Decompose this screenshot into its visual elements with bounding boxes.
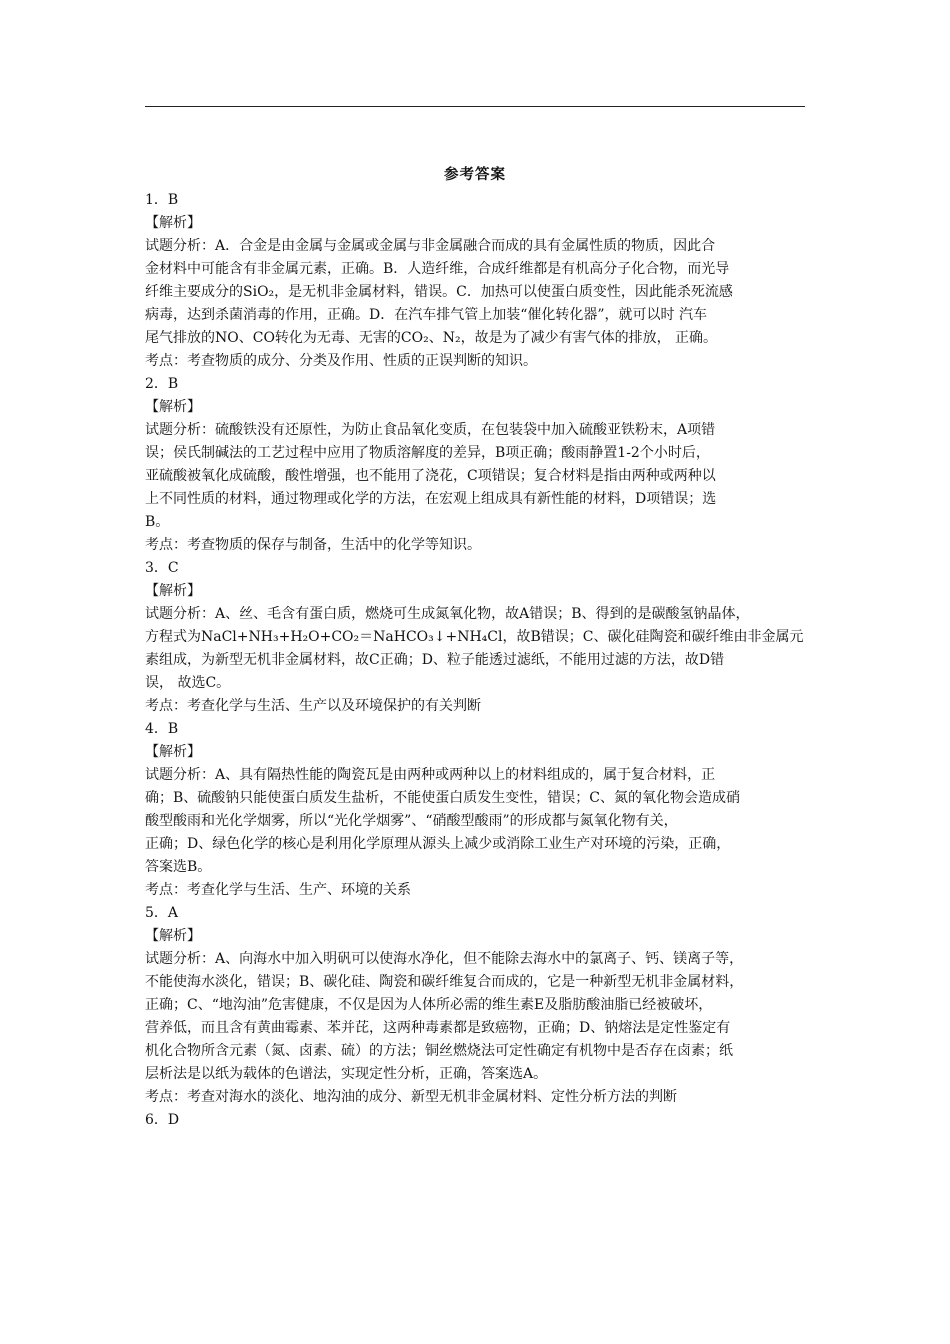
analysis-heading: 【解析】 xyxy=(145,215,201,231)
analysis-line: 试题分析：A．合金是由金属与金属或金属与非金属融合而成的具有金属性质的物质，因此合 xyxy=(145,238,716,254)
analysis-line: B。 xyxy=(145,514,170,530)
answer-number: 2．B xyxy=(145,376,179,392)
analysis-line: 试题分析：A、具有隔热性能的陶瓷瓦是由两种或两种以上的材料组成的，属于复合材料，正 xyxy=(145,767,716,783)
analysis-line: 亚硫酸被氧化成硫酸，酸性增强，也不能用了浇花，C项错误；复合材料是指由两种或两种以 xyxy=(145,468,716,484)
answer-number: 6．D xyxy=(145,1112,180,1128)
test-point: 考点：考查化学与生活、生产、环境的关系 xyxy=(145,882,411,898)
analysis-line: 正确；C、“地沟油”危害健康，不仅是因为人体所必需的维生素E及脂肪酸油脂已经被破坏， xyxy=(145,997,713,1013)
analysis-line: 答案选B。 xyxy=(145,859,212,875)
analysis-line: 试题分析：A、丝、毛含有蛋白质，燃烧可生成氮氧化物，故A错误；B、得到的是碳酸氢钠晶体， xyxy=(145,606,750,622)
analysis-line: 机化合物所含元素（氮、卤素、硫）的方法；铜丝燃烧法可定性确定有机物中是否存在卤素；纸 xyxy=(145,1043,733,1059)
test-point: 考点：考查化学与生活、生产以及环境保护的有关判断 xyxy=(145,698,481,714)
analysis-line: 方程式为NaCl+NH₃+H₂O+CO₂＝NaHCO₃↓+NH₄Cl，故B错误；C、碳化硅陶瓷和碳纤维由非金属元 xyxy=(145,629,804,645)
test-point: 考点：考查对海水的淡化、地沟油的成分、新型无机非金属材料、定性分析方法的判断 xyxy=(145,1089,677,1105)
analysis-line: 素组成，为新型无机非金属材料，故C正确；D、粒子能透过滤纸，不能用过滤的方法，故D错 xyxy=(145,652,725,668)
answer-number: 5．A xyxy=(145,905,179,921)
analysis-line: 病毒，达到杀菌消毒的作用，正确。D．在汽车排气管上加装“催化转化器”，就可以时 汽车 xyxy=(145,307,707,323)
analysis-line: 误；侯氏制碱法的工艺过程中应用了物质溶解度的差异，B项正确；酸雨静置1-2个小时后， xyxy=(145,445,710,461)
analysis-heading: 【解析】 xyxy=(145,744,201,760)
analysis-line: 纤维主要成分的SiO₂，是无机非金属材料，错误。C．加热可以使蛋白质变性，因此能杀死流感 xyxy=(145,284,733,300)
analysis-line: 尾气排放的NO、CO转化为无毒、无害的CO₂、N₂，故是为了减少有害气体的排放， 正确。 xyxy=(145,330,718,346)
analysis-heading: 【解析】 xyxy=(145,399,201,415)
analysis-line: 试题分析：A、向海水中加入明矾可以使海水净化，但不能除去海水中的氯离子、钙、镁离子等， xyxy=(145,951,744,967)
analysis-line: 正确；D、绿色化学的核心是利用化学原理从源头上减少或消除工业生产对环境的污染，正确， xyxy=(145,836,731,852)
analysis-line: 营养低，而且含有黄曲霉素、苯并芘，这两种毒素都是致癌物，正确；D、钠熔法是定性鉴定有 xyxy=(145,1020,731,1036)
analysis-line: 误， 故选C。 xyxy=(145,675,231,691)
analysis-line: 层析法是以纸为载体的色谱法，实现定性分析，正确，答案选A。 xyxy=(145,1066,548,1082)
analysis-line: 上不同性质的材料，通过物理或化学的方法，在宏观上组成具有新性能的材料，D项错误；选 xyxy=(145,491,717,507)
page-title: 参考答案 xyxy=(444,167,506,183)
analysis-line: 确；B、硫酸钠只能使蛋白质发生盐析，不能使蛋白质发生变性，错误；C、氮的氧化物会造成硝 xyxy=(145,790,740,806)
analysis-line: 不能使海水淡化，错误；B、碳化硅、陶瓷和碳纤维复合而成的，它是一种新型无机非金属材料， xyxy=(145,974,744,990)
test-point: 考点：考查物质的保存与制备，生活中的化学等知识。 xyxy=(145,537,481,553)
answer-number: 1．B xyxy=(145,192,179,208)
analysis-heading: 【解析】 xyxy=(145,928,201,944)
analysis-line: 金材料中可能含有非金属元素，正确。B．人造纤维，合成纤维都是有机高分子化合物，而光导 xyxy=(145,261,730,277)
answer-list xyxy=(145,189,810,1132)
header-rule xyxy=(145,106,805,107)
answer-number: 4．B xyxy=(145,721,179,737)
analysis-line: 酸型酸雨和光化学烟雾，所以“光化学烟雾”、“硝酸型酸雨”的形成都与氮氧化物有关， xyxy=(145,813,678,829)
analysis-line: 试题分析：硫酸铁没有还原性，为防止食品氧化变质，在包装袋中加入硫酸亚铁粉末，A项错 xyxy=(145,422,716,438)
analysis-heading: 【解析】 xyxy=(145,583,201,599)
test-point: 考点：考查物质的成分、分类及作用、性质的正误判断的知识。 xyxy=(145,353,537,369)
answer-number: 3．C xyxy=(145,560,179,576)
